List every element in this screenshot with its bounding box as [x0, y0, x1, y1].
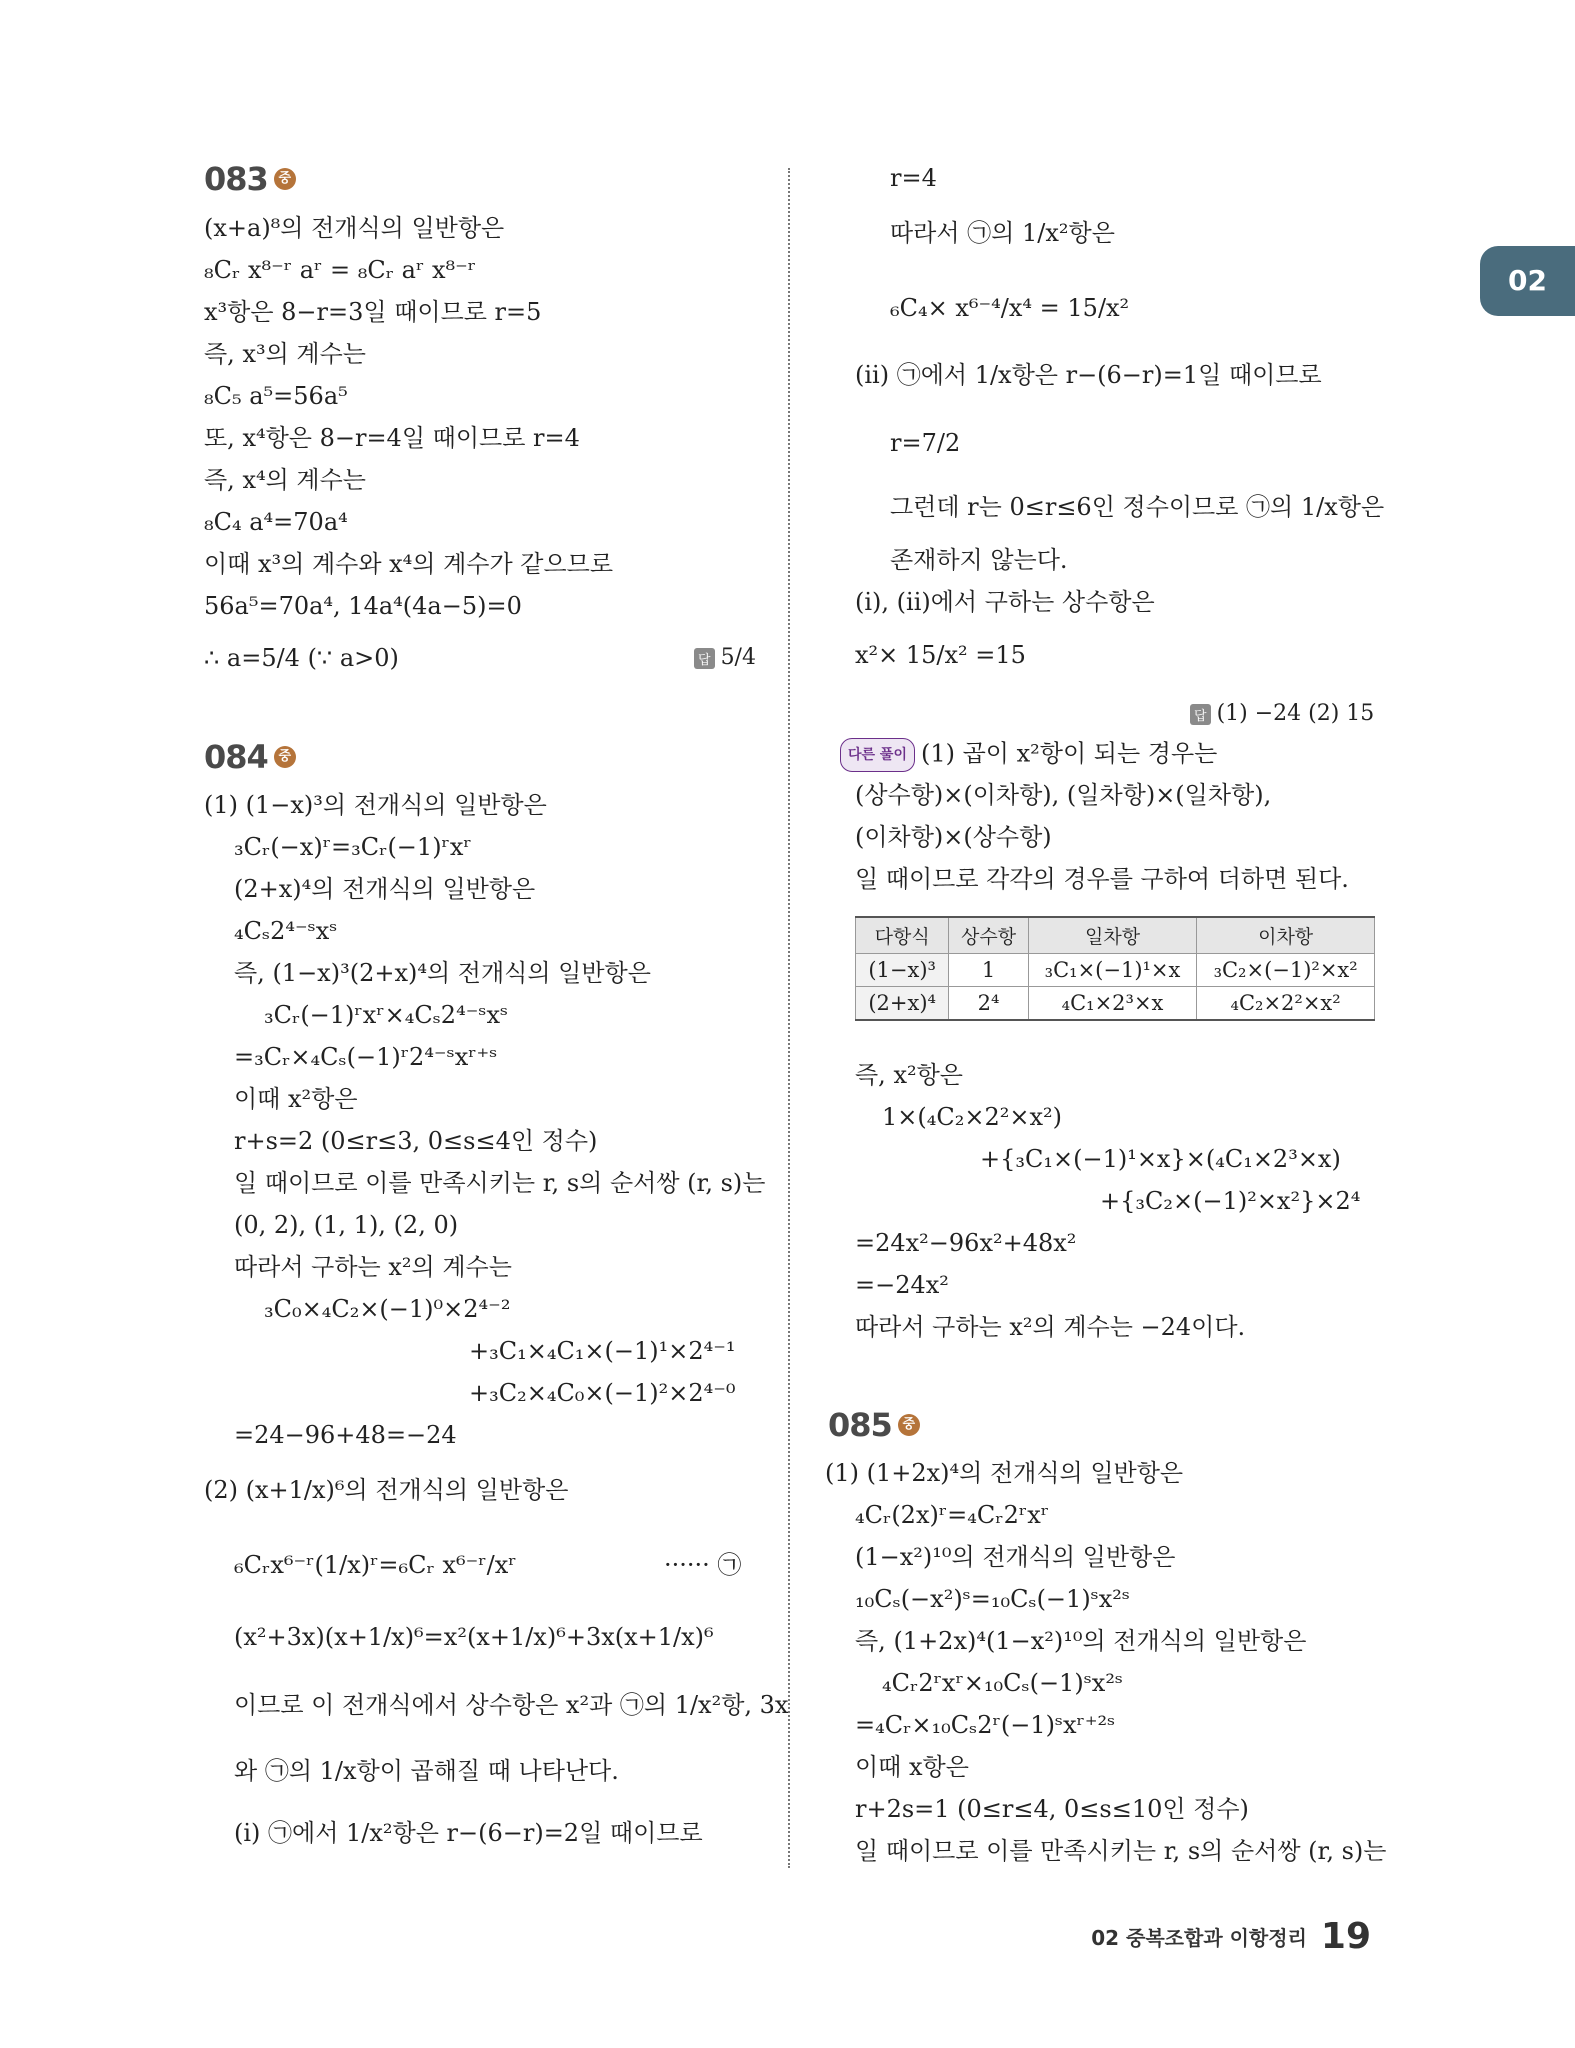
solution-line: =₃Cᵣ×₄Cₛ(−1)ʳ2⁴⁻ˢxʳ⁺ˢ	[234, 1043, 498, 1071]
term-comparison-table	[855, 916, 1375, 1021]
solution-line: (i) ㉠에서 1/x²항은 r−(6−r)=2일 때이므로	[234, 1819, 703, 1847]
table-cell: ₄C₁×2³×x	[1028, 987, 1196, 1021]
difficulty-badge: 중	[274, 168, 296, 190]
solution-line: ₄Cᵣ2ʳxʳ×₁₀Cₛ(−1)ˢx²ˢ	[882, 1669, 1124, 1697]
answer-083	[694, 645, 756, 670]
solution-line: 이때 x²항은	[234, 1085, 358, 1113]
alt-solution-line: =−24x²	[855, 1271, 949, 1299]
solution-line: +₃C₁×₄C₁×(−1)¹×2⁴⁻¹	[469, 1337, 736, 1365]
table-cell: ₃C₁×(−1)¹×x	[1028, 954, 1196, 987]
answer-value: (1) −24 (2) 15	[1216, 701, 1375, 726]
solution-line: (x+a)⁸의 전개식의 일반항은	[204, 214, 505, 242]
alt-solution-line: 1×(₄C₂×2²×x²)	[882, 1103, 1062, 1131]
solution-line: (i), (ii)에서 구하는 상수항은	[855, 588, 1155, 616]
solution-line: =₄Cᵣ×₁₀Cₛ2ʳ(−1)ˢxʳ⁺²ˢ	[855, 1711, 1116, 1739]
solution-line: (1) (1+2x)⁴의 전개식의 일반항은	[825, 1459, 1184, 1487]
solution-line: 따라서 구하는 x²의 계수는	[234, 1253, 512, 1281]
answer-084	[1190, 701, 1374, 726]
solution-line: 일 때이므로 이를 만족시키는 r, s의 순서쌍 (r, s)는	[234, 1169, 766, 1197]
table-cell: 1	[949, 954, 1028, 987]
solution-line: 따라서 ㉠의 1/x²항은	[890, 219, 1115, 247]
solution-line: 일 때이므로 이를 만족시키는 r, s의 순서쌍 (r, s)는	[855, 1837, 1387, 1865]
solution-line: ₈C₄ a⁴=70a⁴	[204, 508, 348, 536]
solution-line: ₆C₄× x⁶⁻⁴/x⁴ = 15/x²	[890, 294, 1130, 322]
solution-line: ₁₀Cₛ(−x²)ˢ=₁₀Cₛ(−1)ˢx²ˢ	[855, 1585, 1131, 1613]
solution-line: r=7/2	[890, 429, 961, 457]
answer-label: 답	[1190, 704, 1211, 725]
solution-line: =24−96+48=−24	[234, 1421, 457, 1449]
solution-line: r+s=2 (0≤r≤3, 0≤s≤4인 정수)	[234, 1127, 598, 1155]
problem-085-header	[828, 1406, 920, 1444]
solution-line: 즉, (1−x)³(2+x)⁴의 전개식의 일반항은	[234, 959, 651, 987]
alt-solution-badge: 다른 풀이	[840, 738, 915, 772]
problem-number: 083	[204, 160, 268, 198]
solution-line: 와 ㉠의 1/x항이 곱해질 때 나타난다.	[234, 1757, 619, 1785]
solution-line: (1) (1−x)³의 전개식의 일반항은	[204, 791, 547, 819]
solution-line: 56a⁵=70a⁴, 14a⁴(4a−5)=0	[204, 592, 522, 620]
solution-line: 또, x⁴항은 8−r=4일 때이므로 r=4	[204, 424, 580, 452]
solution-line: (1−x²)¹⁰의 전개식의 일반항은	[855, 1543, 1176, 1571]
equation-marker: ······ ㉠	[664, 1551, 742, 1579]
solution-line: ₈C₅ a⁵=56a⁵	[204, 382, 348, 410]
solution-line: x³항은 8−r=3일 때이므로 r=5	[204, 298, 542, 326]
solution-line: (ii) ㉠에서 1/x항은 r−(6−r)=1일 때이므로	[855, 361, 1322, 389]
solution-line: 이때 x³의 계수와 x⁴의 계수가 같으므로	[204, 550, 614, 578]
difficulty-badge: 중	[274, 746, 296, 768]
solution-line: 이므로 이 전개식에서 상수항은 x²과 ㉠의 1/x²항, 3x	[234, 1691, 789, 1719]
table-cell: (1−x)³	[856, 954, 949, 987]
alt-solution-line: +{₃C₁×(−1)¹×x}×(₄C₁×2³×x)	[980, 1145, 1341, 1173]
difficulty-badge: 중	[898, 1414, 920, 1436]
table-cell: 2⁴	[949, 987, 1028, 1021]
table-header: 이차항	[1197, 917, 1375, 954]
solution-line: ₈Cᵣ x⁸⁻ʳ aʳ = ₈Cᵣ aʳ x⁸⁻ʳ	[204, 256, 477, 284]
alt-solution-line: 일 때이므로 각각의 경우를 구하여 더하면 된다.	[855, 865, 1349, 893]
page-footer	[1091, 1916, 1371, 1957]
solution-line: ₄Cᵣ(2x)ʳ=₄Cᵣ2ʳxʳ	[855, 1501, 1050, 1529]
solution-line: (2) (x+1/x)⁶의 전개식의 일반항은	[204, 1476, 569, 1504]
solution-line: ₆Cᵣx⁶⁻ʳ(1/x)ʳ=₆Cᵣ x⁶⁻ʳ/xʳ	[234, 1551, 517, 1579]
alt-solution-line: +{₃C₂×(−1)²×x²}×2⁴	[1100, 1187, 1361, 1215]
solution-line: ₄Cₛ2⁴⁻ˢxˢ	[234, 917, 338, 945]
solution-line: (0, 2), (1, 1), (2, 0)	[234, 1211, 459, 1239]
table-cell: ₃C₂×(−1)²×x²	[1197, 954, 1375, 987]
chapter-title: 02 중복조합과 이항정리	[1091, 1926, 1307, 1950]
solution-line: x²× 15/x² =15	[855, 641, 1026, 669]
solution-line: ₃Cᵣ(−x)ʳ=₃Cᵣ(−1)ʳxʳ	[234, 833, 472, 861]
solution-line: 존재하지 않는다.	[890, 546, 1068, 574]
column-divider	[788, 168, 790, 1868]
alt-solution-line	[840, 738, 1217, 772]
table-header: 일차항	[1028, 917, 1196, 954]
solution-line: 즉, x³의 계수는	[204, 340, 366, 368]
solution-line: r=4	[890, 164, 937, 192]
alt-solution-line: 즉, x²항은	[855, 1061, 963, 1089]
solution-line: (2+x)⁴의 전개식의 일반항은	[234, 875, 536, 903]
alt-solution-line: (상수항)×(이차항), (일차항)×(일차항),	[855, 781, 1272, 809]
solution-line: 그런데 r는 0≤r≤6인 정수이므로 ㉠의 1/x항은	[890, 493, 1385, 521]
table-row	[856, 954, 1375, 987]
answer-label: 답	[694, 648, 715, 669]
alt-solution-text: (1) 곱이 x²항이 되는 경우는	[920, 739, 1218, 768]
solution-line: +₃C₂×₄C₀×(−1)²×2⁴⁻⁰	[469, 1379, 736, 1407]
solution-line: 즉, x⁴의 계수는	[204, 466, 366, 494]
alt-solution-line: (이차항)×(상수항)	[855, 823, 1052, 851]
problem-083-header	[204, 160, 296, 198]
table-header: 상수항	[949, 917, 1028, 954]
chapter-tab: 02	[1480, 246, 1575, 316]
solution-line: ₃C₀×₄C₂×(−1)⁰×2⁴⁻²	[264, 1295, 511, 1323]
alt-solution-line: =24x²−96x²+48x²	[855, 1229, 1077, 1257]
table-header: 다항식	[856, 917, 949, 954]
problem-084-header	[204, 738, 296, 776]
table-cell: ₄C₂×2²×x²	[1197, 987, 1375, 1021]
solution-line: ∴ a=5/4 (∵ a>0)	[204, 644, 399, 672]
table-cell: (2+x)⁴	[856, 987, 949, 1021]
page-number: 19	[1320, 1916, 1371, 1957]
solution-line: ₃Cᵣ(−1)ʳxʳ×₄Cₛ2⁴⁻ˢxˢ	[264, 1001, 509, 1029]
alt-solution-line: 따라서 구하는 x²의 계수는 −24이다.	[855, 1313, 1246, 1341]
table-header-row	[856, 917, 1375, 954]
solution-line: 이때 x항은	[855, 1753, 969, 1781]
problem-number: 084	[204, 738, 268, 776]
solution-line: (x²+3x)(x+1/x)⁶=x²(x+1/x)⁶+3x(x+1/x)⁶	[234, 1623, 714, 1651]
solution-line: r+2s=1 (0≤r≤4, 0≤s≤10인 정수)	[855, 1795, 1249, 1823]
table-row	[856, 987, 1375, 1021]
problem-number: 085	[828, 1406, 892, 1444]
answer-value: 5/4	[720, 645, 756, 670]
solution-line: 즉, (1+2x)⁴(1−x²)¹⁰의 전개식의 일반항은	[855, 1627, 1307, 1655]
